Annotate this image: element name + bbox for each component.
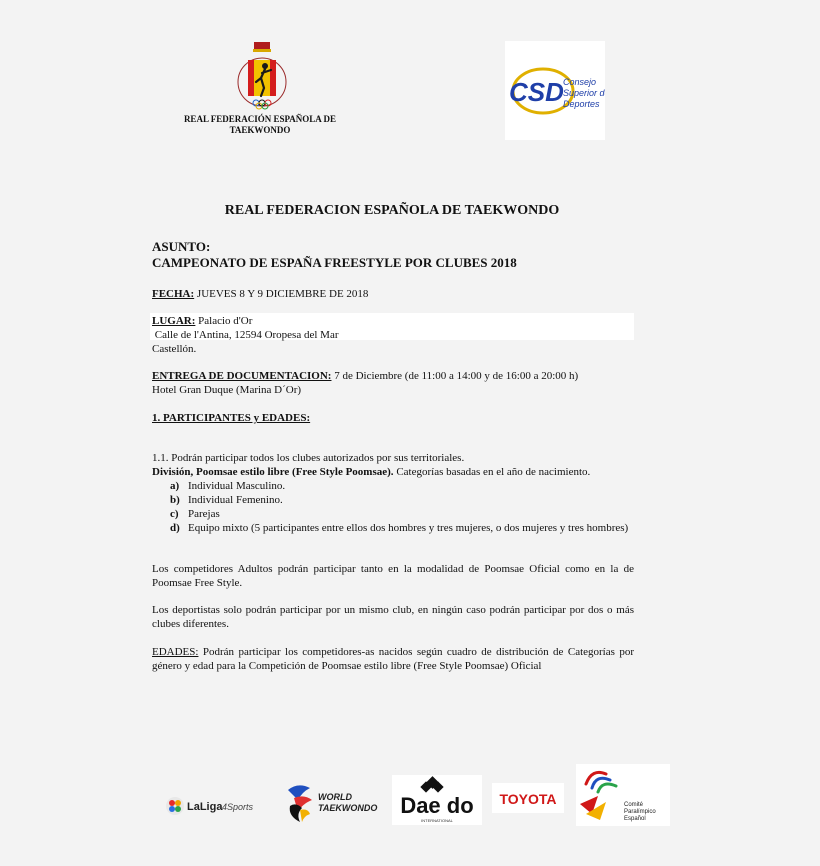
entrega-line2: Hotel Gran Duque (Marina D´Or) — [152, 384, 302, 396]
csd-line2: Superior de — [563, 88, 605, 98]
asunto-block — [152, 239, 517, 271]
section1-heading: 1. PARTICIPANTES y EDADES: — [152, 412, 311, 424]
asunto-label: ASUNTO: — [152, 239, 211, 254]
entrega-label: ENTREGA DE DOCUMENTACION: — [152, 370, 332, 382]
daedo-graphic — [392, 775, 482, 825]
daedo-name: Dae do — [400, 793, 474, 818]
laliga-suffix: 4Sports — [222, 802, 254, 812]
edades-text: Podrán participar los competidores-as nacidos según cuadro de distribución de Categorías por género y edad para la Competición de Poomsae estilo libre (Free Style Poomsae) Oficial — [152, 646, 634, 672]
lugar-line2: Calle de l'Antina, 12594 Oropesa del Mar — [152, 329, 339, 341]
laliga-graphic — [163, 793, 263, 819]
list-item: a) Individual Masculino. — [170, 480, 286, 492]
paralympic-graphic — [576, 764, 670, 826]
csd-line1: Consejo — [563, 77, 597, 87]
rfet-caption — [172, 114, 348, 136]
division-line — [152, 465, 634, 479]
world-line1: WORLD — [318, 792, 352, 802]
lugar-line3: Castellón. — [152, 343, 197, 355]
fecha-line — [152, 287, 368, 301]
list-item: b) Individual Femenino. — [170, 494, 283, 506]
csd-logo — [505, 41, 605, 140]
rfet-logo — [234, 40, 290, 114]
lugar-label: LUGAR: — [152, 315, 196, 327]
cpe-line1: Comité — [624, 802, 644, 808]
entrega-block — [152, 369, 634, 397]
world-taekwondo-graphic — [284, 780, 384, 824]
division-bold: División, Poomsae estilo libre (Free Style Poomsae). — [152, 466, 394, 478]
world-line2: TAEKWONDO — [318, 803, 378, 813]
asunto-text: CAMPEONATO DE ESPAÑA FREESTYLE POR CLUBES 2018 — [152, 255, 517, 270]
list-item: d) Equipo mixto (5 participantes entre ellos dos hombres y tres mujeres, o dos mujeres y tres hombres) — [170, 522, 629, 534]
csd-line3: Deportes — [563, 99, 600, 109]
paragraph-clubes: Los deportistas solo podrán participar por un mismo club, en ningún caso podrán participar por dos o más clubes diferentes. — [152, 604, 634, 630]
fecha-value: JUEVES 8 Y 9 DICIEMBRE DE 2018 — [194, 288, 369, 300]
cpe-line3: Español — [624, 816, 646, 822]
paralympic-logo — [576, 764, 670, 826]
daedo-sub: INTERNATIONAL — [421, 818, 453, 823]
laliga-logo — [163, 793, 263, 819]
section1-p1: 1.1. Podrán participar todos los clubes autorizados por sus territoriales. — [152, 452, 465, 464]
paragraph-adultos: Los competidores Adultos podrán participar tanto en la modalidad de Poomsae Oficial como en la de Poomsae Free Style. — [152, 563, 634, 589]
category-list — [152, 479, 634, 535]
division-rest: Categorías basadas en el año de nacimiento. — [393, 466, 591, 478]
world-taekwondo-logo — [284, 780, 384, 824]
list-item: c) Parejas — [170, 508, 220, 520]
toyota-logo — [492, 783, 564, 813]
section1-body — [152, 451, 634, 535]
edades-label: EDADES: — [152, 646, 199, 658]
fecha-label: FECHA: — [152, 288, 195, 300]
rfet-caption-line2: TAEKWONDO — [229, 125, 291, 135]
toyota-name: TOYOTA — [499, 791, 557, 807]
entrega-value: 7 de Diciembre (de 11:00 a 14:00 y de 16:00 a 20:00 h) — [331, 370, 579, 382]
lugar-line1: Palacio d'Or — [195, 315, 253, 327]
toyota-graphic — [492, 783, 564, 813]
rfet-caption-line1: REAL FEDERACIÓN ESPAÑOLA DE — [183, 114, 337, 124]
daedo-logo — [392, 775, 482, 825]
cpe-line2: Paralímpico — [624, 809, 656, 815]
lugar-block — [152, 314, 339, 356]
csd-letters: CSD — [509, 77, 564, 107]
document-title: REAL FEDERACION ESPAÑOLA DE TAEKWONDO — [224, 203, 560, 218]
laliga-name: LaLiga — [187, 801, 223, 813]
paragraph-edades — [152, 645, 634, 673]
csd-logo-graphic — [505, 41, 605, 140]
